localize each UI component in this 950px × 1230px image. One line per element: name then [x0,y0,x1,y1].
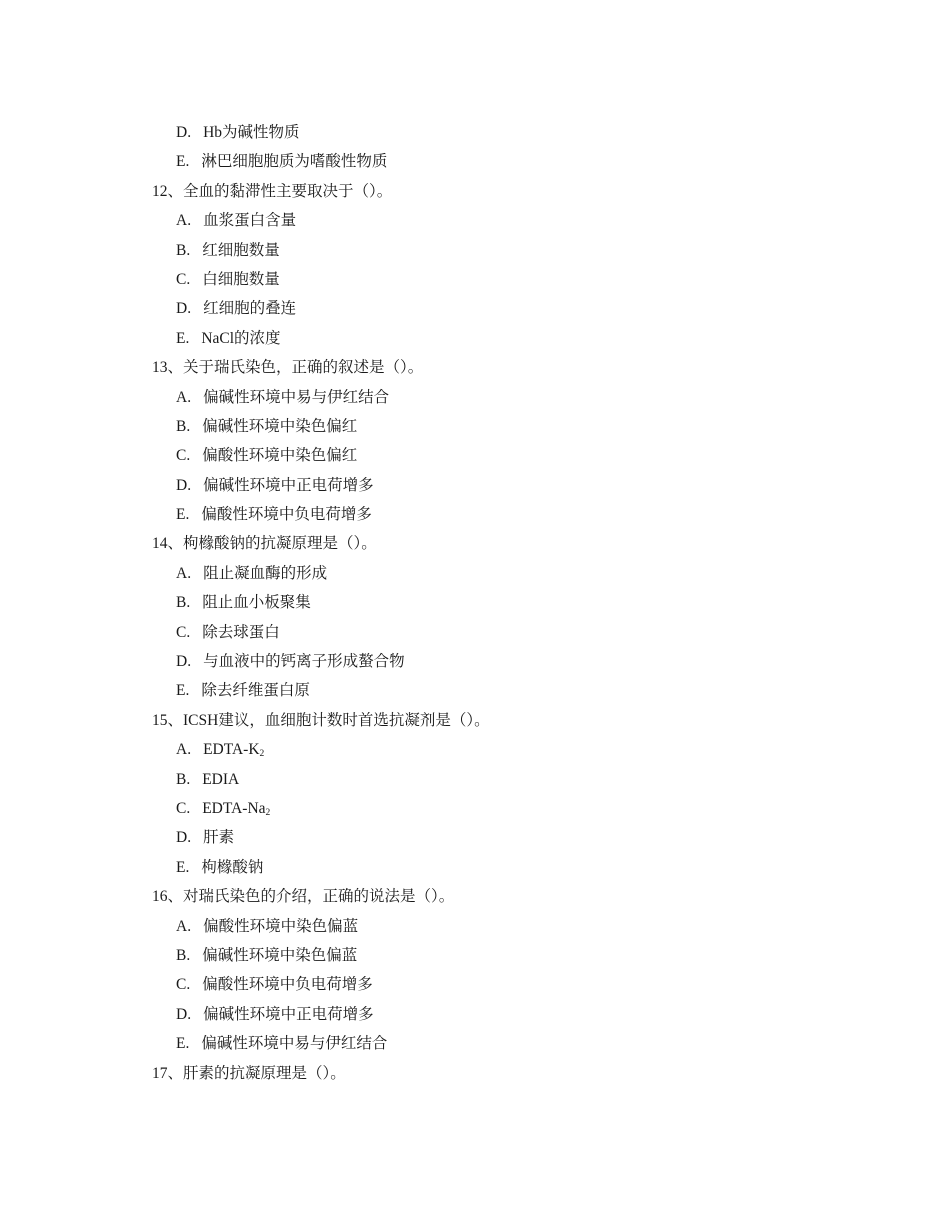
option-text: 红细胞的叠连 [203,300,297,318]
option-letter: D. [176,476,192,494]
option-text: 除去纤维蛋白原 [201,682,310,700]
option-text: 偏碱性环境中正电荷增多 [203,476,374,494]
option-text: 除去球蛋白 [202,623,280,641]
answer-option [0,294,950,323]
answer-option [0,735,950,764]
answer-option [0,853,950,882]
option-text: 血浆蛋白含量 [203,212,297,230]
option-text: 偏酸性环境中负电荷增多 [201,506,372,524]
option-letter: C. [176,623,191,641]
option-subscript: 2 [265,807,271,818]
option-letter: C. [176,976,191,994]
option-letter: D. [176,124,192,141]
question-stem [0,706,950,735]
option-letter: A. [176,564,192,582]
answer-option [0,794,950,823]
option-text: 肝素 [203,829,235,847]
answer-option [0,970,950,999]
question-stem [0,882,950,911]
option-text: 白细胞数量 [202,270,280,288]
answer-option [0,147,950,176]
option-letter: D. [176,829,192,847]
answer-option [0,823,950,852]
question-text: 17、肝素的抗凝原理是（）。 [152,1064,346,1082]
answer-option [0,941,950,970]
question-text: 13、关于瑞氏染色，正确的叙述是（）。 [152,359,424,377]
option-text: 红细胞数量 [202,241,280,259]
option-letter: D. [176,300,192,318]
option-letter: E. [176,858,190,876]
option-text: 偏酸性环境中染色偏蓝 [203,917,359,935]
option-letter: E. [176,682,190,700]
option-letter: A. [176,741,192,759]
question-stem [0,1059,950,1088]
question-text: 16、对瑞氏染色的介绍，正确的说法是（）。 [152,888,455,906]
option-letter: C. [176,799,191,817]
question-stem [0,177,950,206]
option-letter: B. [176,770,191,788]
answer-option [0,118,950,147]
option-letter: E. [176,329,190,347]
option-text: 偏碱性环境中易与伊红结合 [203,388,390,406]
option-text: 偏碱性环境中正电荷增多 [203,1005,374,1023]
option-letter: B. [176,241,191,259]
option-text: EDIA [202,770,240,788]
answer-option [0,324,950,353]
option-text: 偏碱性环境中易与伊红结合 [201,1035,388,1053]
option-letter: A. [176,212,192,230]
option-letter: A. [176,388,192,406]
document-page [0,118,950,1088]
question-text: 15、ICSH建议，血细胞计数时首选抗凝剂是（）。 [152,711,490,729]
answer-option [0,765,950,794]
option-letter: B. [176,417,191,435]
answer-option [0,236,950,265]
option-letter: B. [176,946,191,964]
option-text: EDTA-K [203,741,260,759]
question-stem [0,529,950,558]
answer-option [0,676,950,705]
option-text: 阻止血小板聚集 [202,594,311,612]
answer-option [0,383,950,412]
option-letter: B. [176,594,191,612]
answer-option [0,647,950,676]
option-text: 偏碱性环境中染色偏红 [202,417,358,435]
option-text: 偏碱性环境中染色偏蓝 [202,946,358,964]
answer-option [0,1029,950,1058]
answer-option [0,618,950,647]
option-letter: A. [176,917,192,935]
option-text: Hb为碱性物质 [203,124,300,141]
answer-option [0,441,950,470]
question-text: 12、全血的黏滞性主要取决于（）。 [152,182,393,200]
option-text: 枸橼酸钠 [201,858,264,876]
answer-option [0,471,950,500]
question-text: 14、枸橼酸钠的抗凝原理是（）。 [152,535,377,553]
option-letter: C. [176,270,191,288]
answer-option [0,1000,950,1029]
option-text: 淋巴细胞胞质为嗜酸性物质 [201,153,388,171]
answer-option [0,559,950,588]
answer-option [0,500,950,529]
answer-option [0,412,950,441]
answer-option [0,588,950,617]
option-letter: E. [176,1035,190,1053]
option-letter: C. [176,447,191,465]
option-letter: D. [176,653,192,671]
option-text: 与血液中的钙离子形成螯合物 [203,653,405,671]
answer-option [0,912,950,941]
question-stem [0,353,950,382]
option-text: 偏酸性环境中染色偏红 [202,447,358,465]
option-text: 偏酸性环境中负电荷增多 [202,976,373,994]
option-letter: D. [176,1005,192,1023]
option-text: 阻止凝血酶的形成 [203,564,328,582]
option-text: NaCl的浓度 [201,329,281,347]
answer-option [0,265,950,294]
option-letter: E. [176,506,190,524]
answer-option [0,206,950,235]
option-letter: E. [176,153,190,171]
option-subscript: 2 [259,749,265,760]
option-text: EDTA-Na [202,799,266,817]
